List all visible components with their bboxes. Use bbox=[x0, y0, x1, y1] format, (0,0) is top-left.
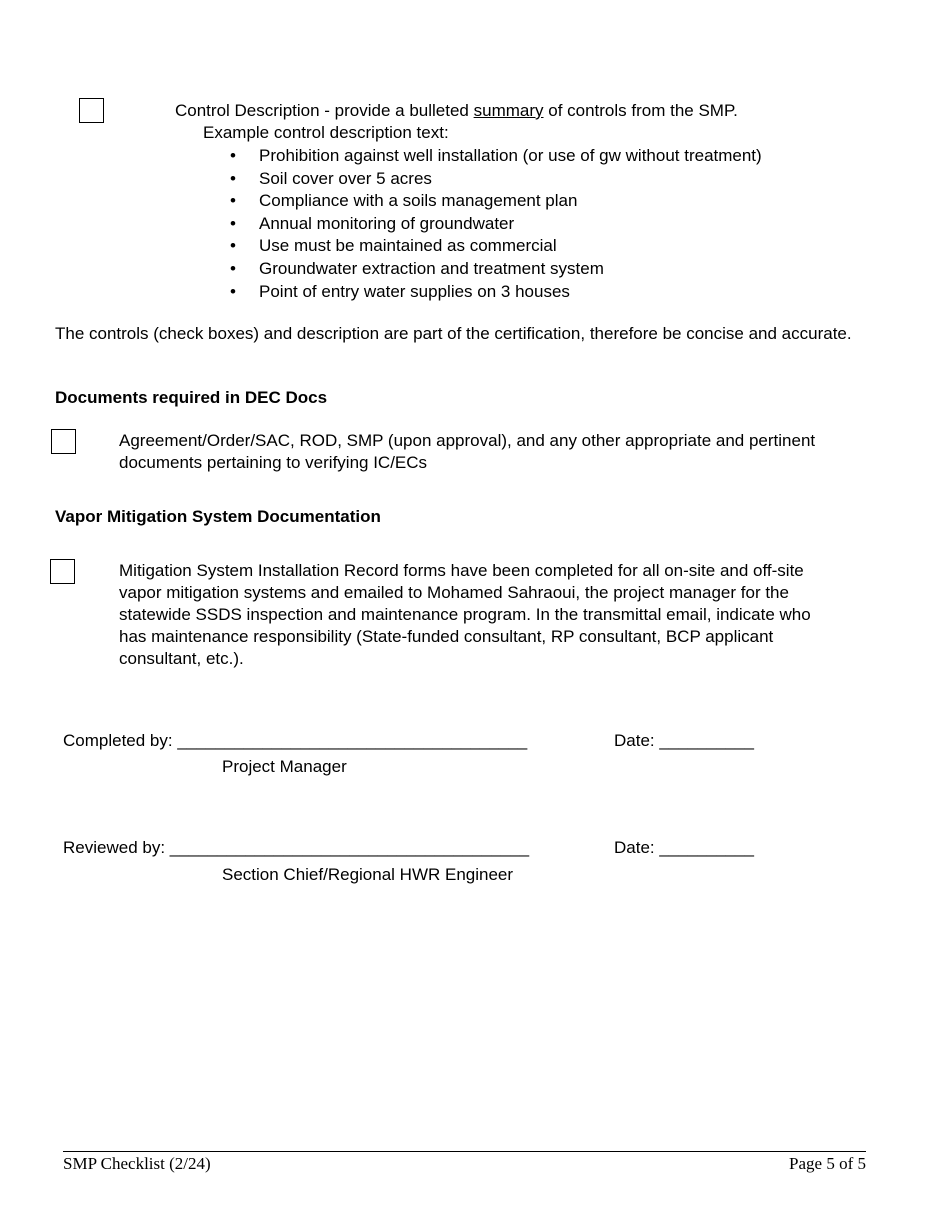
footer-left: SMP Checklist (2/24) bbox=[63, 1154, 211, 1173]
certification-note: The controls (check boxes) and description are part of the certification, therefore be concise and accurate. bbox=[55, 324, 852, 343]
bullet-item: • Annual monitoring of groundwater bbox=[259, 213, 762, 236]
bullet-item: • Soil cover over 5 acres bbox=[259, 168, 762, 191]
dec-docs-item: Agreement/Order/SAC, ROD, SMP (upon approval), and any other appropriate and pertinent documents pertaining to verifying IC/ECs bbox=[119, 431, 816, 472]
vapor-heading: Vapor Mitigation System Documentation bbox=[55, 507, 381, 526]
bullet-item: • Compliance with a soils management plan bbox=[259, 190, 762, 213]
reviewed-role: Section Chief/Regional HWR Engineer bbox=[222, 865, 514, 884]
bullet-item: • Groundwater extraction and treatment system bbox=[259, 258, 762, 281]
dec-docs-heading: Documents required in DEC Docs bbox=[55, 388, 328, 407]
example-label: Example control description text: bbox=[203, 123, 449, 142]
control-description-text bbox=[175, 100, 738, 122]
vapor-item: Mitigation System Installation Record forms have been completed for all on-site and off-site vapor mitigation systems and emailed to Mohamed Sahraoui, the project manager for the statewide SSDS inspection and maintenance program. In the transmittal email, indicate who has maintenance responsibility (State-funded consultant, RP consultant, BCP applicant consultant, etc.). bbox=[119, 561, 811, 668]
reviewed-date-line: Date: __________ bbox=[614, 838, 754, 857]
bullet-item: • Prohibition against well installation (or use of gw without treatment) bbox=[259, 145, 762, 168]
bullet-item: • Use must be maintained as commercial bbox=[259, 235, 762, 258]
control-description-checkbox[interactable] bbox=[79, 98, 104, 123]
control-bullet-list bbox=[259, 145, 762, 303]
completed-by-line: Completed by: _____________________________________ bbox=[63, 731, 528, 750]
vapor-checkbox[interactable] bbox=[50, 559, 75, 584]
dec-docs-checkbox[interactable] bbox=[51, 429, 76, 454]
footer-page-number: Page 5 of 5 bbox=[789, 1154, 866, 1173]
completed-role: Project Manager bbox=[222, 757, 347, 776]
control-description-pre: Control Description - provide a bulleted bbox=[175, 101, 474, 120]
control-description-post: of controls from the SMP. bbox=[543, 101, 738, 120]
reviewed-by-line: Reviewed by: ______________________________________ bbox=[63, 838, 530, 857]
control-description-summary: summary bbox=[473, 101, 544, 120]
completed-date-line: Date: __________ bbox=[614, 731, 754, 750]
bullet-item: • Point of entry water supplies on 3 houses bbox=[259, 281, 762, 304]
footer-rule bbox=[63, 1151, 866, 1152]
